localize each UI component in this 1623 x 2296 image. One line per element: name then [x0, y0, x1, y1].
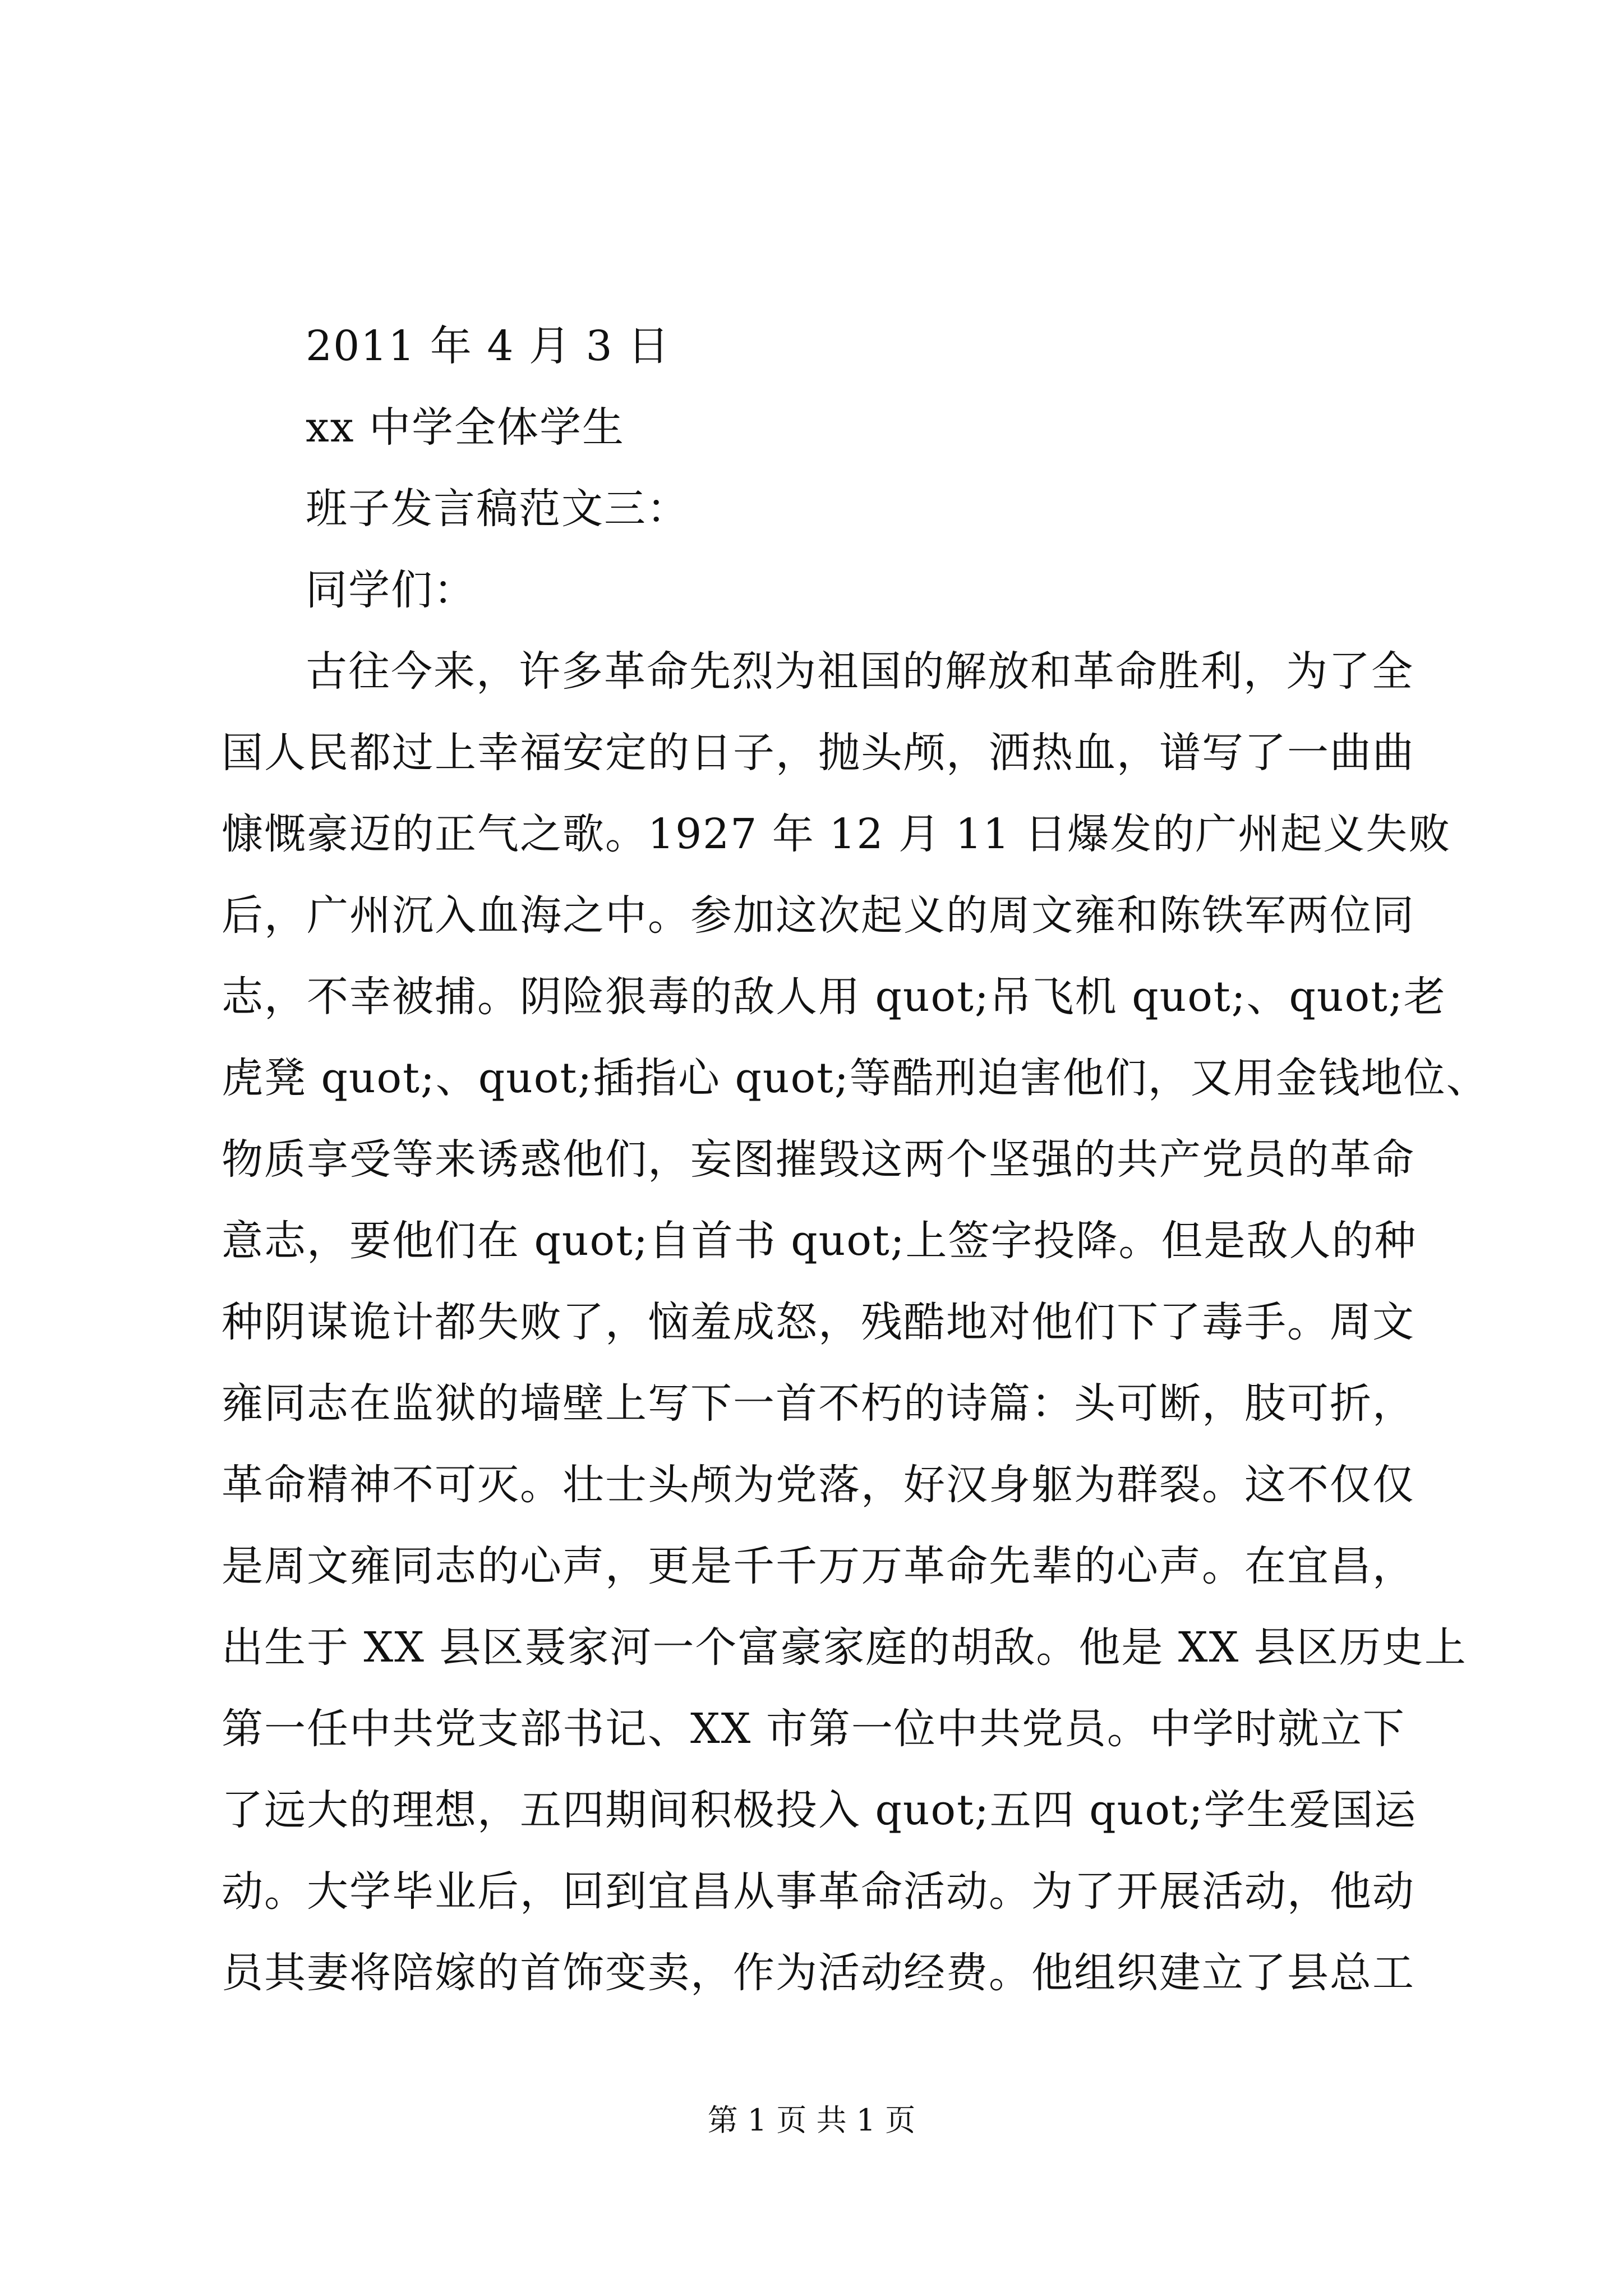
- body-line: 动。大学毕业后，回到宜昌从事革命活动。为了开展活动，他动: [222, 1867, 1415, 1916]
- body-line: 第一任中共党支部书记、XX 市第一位中共党员。中学时就立下: [222, 1705, 1405, 1753]
- body-line: 志，不幸被捕。阴险狠毒的敌人用 quot;吊飞机 quot;、quot;老: [222, 973, 1446, 1021]
- salutation: 同学们：: [306, 566, 476, 614]
- body-line: 了远大的理想，五四期间积极投入 quot;五四 quot;学生爱国运: [222, 1786, 1417, 1834]
- body-line: 意志，要他们在 quot;自首书 quot;上签字投降。但是敌人的种: [222, 1217, 1417, 1265]
- recipient-line: xx 中学全体学生: [306, 403, 625, 452]
- body-line: 古往今来，许多革命先烈为祖国的解放和革命胜利，为了全: [306, 647, 1414, 696]
- date-line: 2011 年 4 月 3 日: [306, 322, 671, 370]
- body-line: 虎凳 quot;、quot;插指心 quot;等酷刑迫害他们，又用金钱地位、: [222, 1054, 1489, 1102]
- body-line: 物质享受等来诱惑他们，妄图摧毁这两个坚强的共产党员的革命: [222, 1135, 1415, 1184]
- section-title: 班子发言稿范文三：: [306, 485, 689, 533]
- body-line: 雍同志在监狱的墙壁上写下一首不朽的诗篇：头可断，肢可折，: [222, 1379, 1415, 1428]
- page-footer: 第 1 页 共 1 页: [707, 2102, 916, 2138]
- body-line: 员其妻将陪嫁的首饰变卖，作为活动经费。他组织建立了县总工: [222, 1949, 1415, 1997]
- body-line: 国人民都过上幸福安定的日子，抛头颅，洒热血，谱写了一曲曲: [222, 729, 1415, 777]
- body-line: 后，广州沉入血海之中。参加这次起义的周文雍和陈铁军两位同: [222, 891, 1415, 940]
- body-line: 出生于 XX 县区聂家河一个富豪家庭的胡敌。他是 XX 县区历史上: [222, 1623, 1467, 1672]
- body-line: 革命精神不可灭。壮士头颅为党落，好汉身躯为群裂。这不仅仅: [222, 1461, 1415, 1509]
- body-line: 慷慨豪迈的正气之歌。1927 年 12 月 11 日爆发的广州起义失败: [222, 810, 1451, 858]
- body-paragraph: [222, 631, 1489, 2014]
- body-line: 种阴谋诡计都失败了，恼羞成怒，残酷地对他们下了毒手。周文: [222, 1298, 1415, 1346]
- document-content: [222, 306, 1489, 2014]
- body-line: 是周文雍同志的心声，更是千千万万革命先辈的心声。在宜昌，: [222, 1542, 1415, 1590]
